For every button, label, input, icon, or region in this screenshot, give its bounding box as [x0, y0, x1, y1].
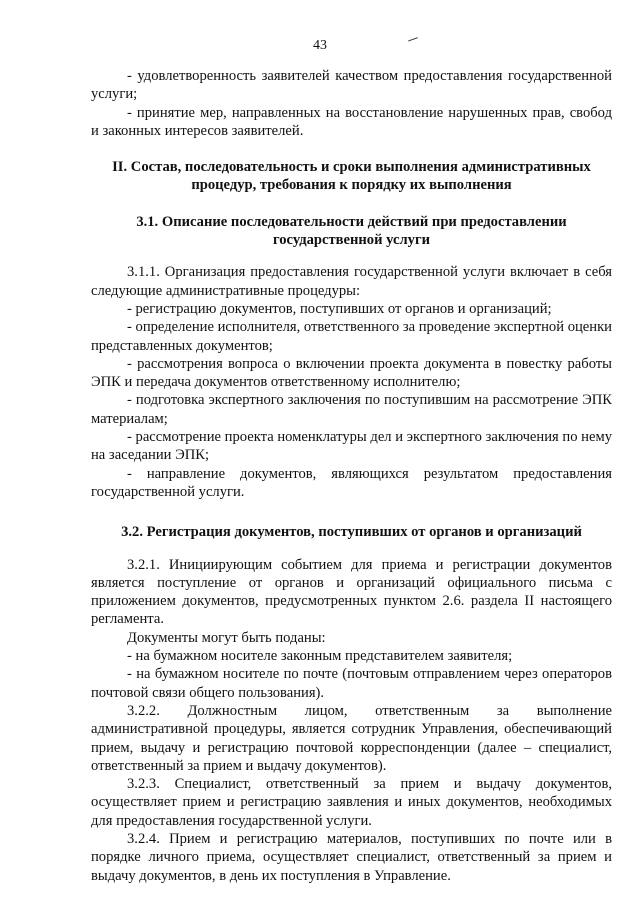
list-item-3-1-1-d: - подготовка экспертного заключения по поступившим на рассмотрение ЭПК материалам;: [91, 392, 612, 427]
paragraph-3-2-3: 3.2.3. Специалист, ответственный за прием и выдачу документов, осуществляет прием и регистрацию заявления и иных документов, необходимых для предоставления государственной услуги.: [91, 776, 612, 829]
section-3-2-heading: 3.2. Регистрация документов, поступивших от органов и организаций: [121, 524, 582, 541]
paragraph-3-2-1: 3.2.1. Инициирующим событием для приема и регистрации документов является поступление от органов и организаций официального письма с приложением документов, предусмотренных пунктом 2.6. раздела II настоящего регламента.: [91, 556, 612, 628]
intro-item-2: - принятие мер, направленных на восстановление нарушенных прав, свобод и законных интересов заявителей.: [91, 104, 612, 139]
list-item-3-1-1-a: - регистрацию документов, поступивших от органов и организаций;: [127, 300, 552, 317]
page-number: 43: [313, 38, 327, 53]
documents-intro: Документы могут быть поданы:: [127, 629, 326, 646]
list-item-3-1-1-c: - рассмотрения вопроса о включении проекта документа в повестку работы ЭПК и передача документов ответственному исполнителю;: [91, 355, 612, 391]
section-2-heading: II. Состав, последовательность и сроки выполнения административных процедур, требования к порядку их выполнения: [112, 159, 591, 194]
paragraph-3-1-1: 3.1.1. Организация предоставления государственной услуги включает в себя следующие административные процедуры:: [91, 264, 612, 299]
section-3-1-heading: 3.1. Описание последовательности действий при предоставлении государственной услуги: [136, 213, 567, 249]
list-item-3-1-1-b: - определение исполнителя, ответственного за проведение экспертной оценки представленных документов;: [91, 319, 612, 354]
document-body: [91, 67, 612, 885]
documents-item-1: - на бумажном носителе законным представителем заявителя;: [127, 648, 513, 665]
paragraph-3-2-4: 3.2.4. Прием и регистрацию материалов, поступивших по почте или в порядке личного приема, осуществляет специалист, ответственный за прием и выдачу документов, в день их поступления в Управление.: [91, 830, 612, 884]
list-item-3-1-1-f: - направление документов, являющихся результатом предоставления государственной услуги.: [91, 465, 612, 500]
documents-item-2: - на бумажном носителе по почте (почтовым отправлением через операторов почтовой связи общего пользования).: [91, 666, 612, 701]
intro-item-1: - удовлетворенность заявителей качеством предоставления государственной услуги;: [91, 68, 612, 103]
paragraph-3-2-2: 3.2.2. Должностным лицом, ответственным за выполнение административной процедуры, является сотрудник Управления, обеспечивающий прием, выдачу и регистрацию почтовой корреспонденции (далее – специалист, ответственный за прием и выдачу документов).: [91, 702, 612, 774]
list-item-3-1-1-e: - рассмотрение проекта номенклатуры дел и экспертного заключения по нему на заседании ЭПК;: [91, 429, 612, 464]
